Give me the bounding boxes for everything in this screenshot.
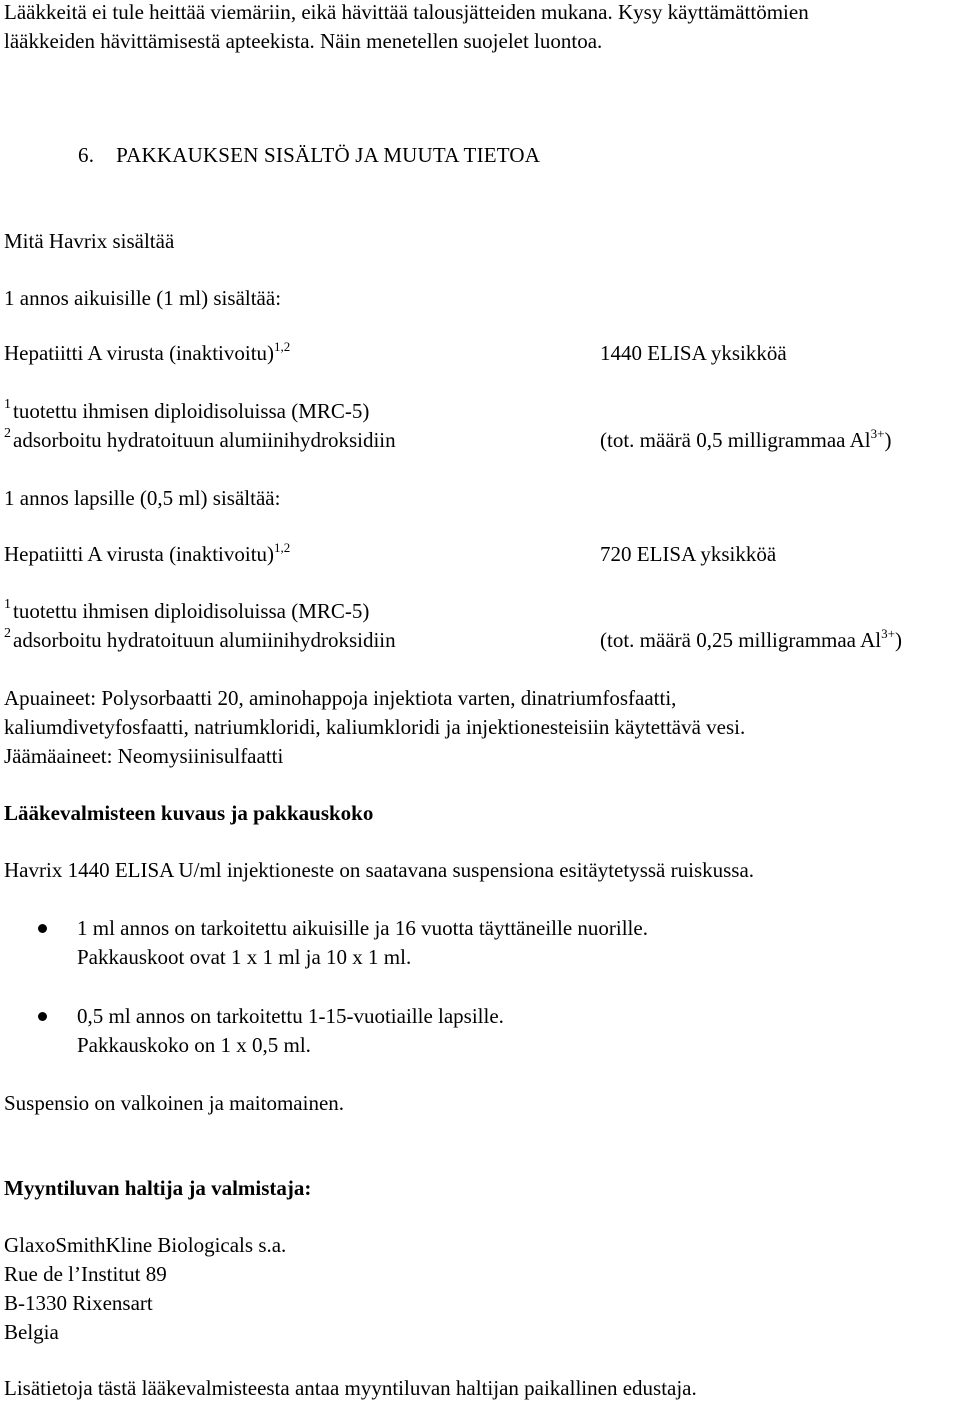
excipients-line-2: kaliumdivetyfosfaatti, natriumkloridi, kaliumkloridi ja injektionesteisiin käytettävä vesi.	[4, 715, 746, 739]
holder-city: B-1330 Rixensart	[4, 1291, 153, 1315]
adult-footnote-1-mark: 1	[4, 397, 11, 412]
adult-dose-label: 1 annos aikuisille (1 ml) sisältää:	[4, 286, 282, 310]
description-text: Havrix 1440 ELISA U/ml injektioneste on saatavana suspensiona esitäytetyssä ruiskussa.	[4, 858, 755, 882]
appearance-text: Suspensio on valkoinen ja maitomainen.	[4, 1091, 345, 1115]
adult-footnote-2-mark: 2	[4, 426, 11, 441]
bullet-dot-2	[38, 1012, 47, 1021]
adult-aluminium-close: )	[884, 428, 892, 452]
description-heading: Lääkevalmisteen kuvaus ja pakkauskoko	[4, 801, 374, 825]
adult-footnote-1-text: tuotettu ihmisen diploidisoluissa (MRC-5)	[13, 399, 370, 423]
holder-name: GlaxoSmithKline Biologicals s.a.	[4, 1233, 287, 1257]
section-number: 6.	[78, 143, 95, 167]
adult-aluminium-text: (tot. määrä 0,5 milligrammaa Al	[600, 428, 871, 452]
child-ingredient-text: Hepatiitti A virusta (inaktivoitu)	[4, 542, 275, 566]
child-aluminium	[600, 626, 902, 652]
holder-street: Rue de l’Institut 89	[4, 1262, 167, 1286]
adult-aluminium-sup: 3+	[870, 426, 885, 441]
bullet-1-line-2: Pakkauskoot ovat 1 x 1 ml ja 10 x 1 ml.	[77, 945, 412, 969]
intro-line-2: lääkkeiden hävittämisestä apteekista. Näin menetellen suojelet luontoa.	[4, 29, 603, 53]
adult-footnote-1	[4, 397, 370, 423]
child-aluminium-text: (tot. määrä 0,25 milligrammaa Al	[600, 628, 882, 652]
bullet-2-line-1: 0,5 ml annos on tarkoitettu 1-15-vuotiaille lapsille.	[77, 1004, 504, 1028]
intro-line-1: Lääkkeitä ei tule heittää viemäriin, eikä hävittää talousjätteiden mukana. Kysy käyttämättömien	[4, 0, 809, 24]
child-footnote-2-mark: 2	[4, 626, 11, 641]
child-footnote-1-text: tuotettu ihmisen diploidisoluissa (MRC-5)	[13, 599, 370, 623]
adult-footnote-2-text: adsorboitu hydratoituun alumiinihydroksidiin	[13, 428, 396, 452]
child-aluminium-sup: 3+	[881, 626, 895, 641]
residues-line: Jäämäaineet: Neomysiinisulfaatti	[4, 744, 284, 768]
child-ingredient	[4, 540, 291, 566]
adult-aluminium	[600, 426, 892, 452]
adult-ingredient-text: Hepatiitti A virusta (inaktivoitu)	[4, 341, 275, 365]
child-amount: 720 ELISA yksikköä	[600, 542, 777, 566]
footer-text: Lisätietoja tästä lääkevalmisteesta antaa myyntiluvan haltijan paikallinen edustaja.	[4, 1376, 697, 1400]
bullet-2-line-2: Pakkauskoko on 1 x 0,5 ml.	[77, 1033, 311, 1057]
adult-amount: 1440 ELISA yksikköä	[600, 341, 787, 365]
child-ingredient-sup: 1,2	[274, 540, 291, 555]
adult-ingredient	[4, 339, 291, 365]
child-footnote-1	[4, 597, 370, 623]
holder-country: Belgia	[4, 1320, 59, 1344]
child-footnote-2-text: adsorboitu hydratoituun alumiinihydroksidiin	[13, 628, 396, 652]
child-footnote-1-mark: 1	[4, 597, 11, 612]
excipients-line-1: Apuaineet: Polysorbaatti 20, aminohappoja injektiota varten, dinatriumfosfaatti,	[4, 686, 677, 710]
adult-footnote-2	[4, 426, 396, 452]
adult-ingredient-sup: 1,2	[274, 339, 291, 354]
section-title	[78, 145, 540, 166]
child-aluminium-close: )	[894, 628, 902, 652]
bullet-1-line-1: 1 ml annos on tarkoitettu aikuisille ja 16 vuotta täyttäneille nuorille.	[77, 916, 648, 940]
section-title-text: PAKKAUKSEN SISÄLTÖ JA MUUTA TIETOA	[116, 143, 541, 167]
child-footnote-2	[4, 626, 396, 652]
child-dose-label: 1 annos lapsille (0,5 ml) sisältää:	[4, 486, 281, 510]
bullet-dot-1	[38, 924, 47, 933]
contents-heading: Mitä Havrix sisältää	[4, 229, 175, 253]
holder-heading: Myyntiluvan haltija ja valmistaja:	[4, 1176, 312, 1200]
